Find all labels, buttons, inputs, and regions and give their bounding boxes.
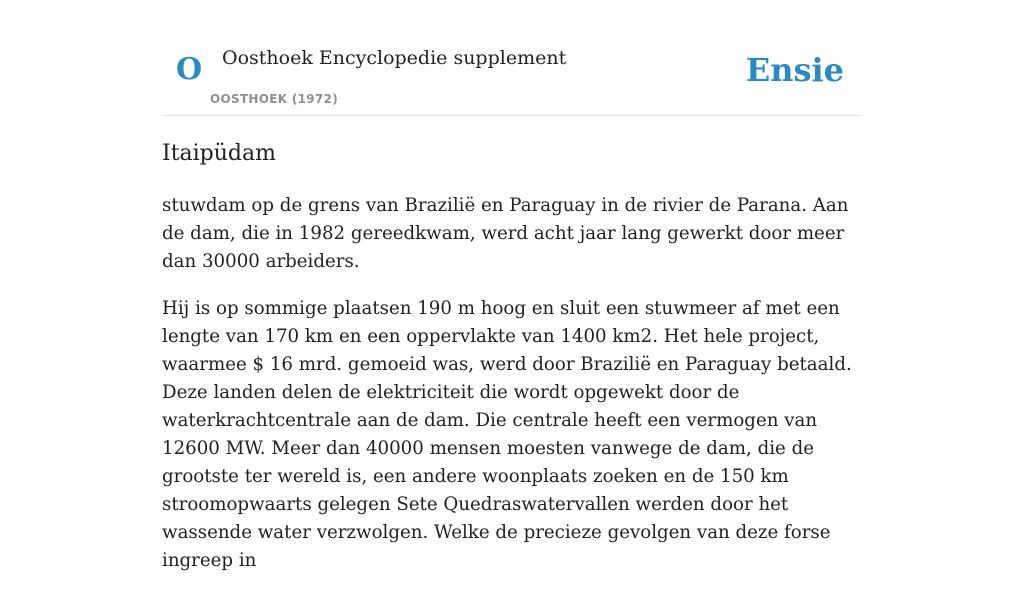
source-publisher: OOSTHOEK (1972) — [210, 92, 339, 106]
header — [162, 30, 862, 116]
brand-logo[interactable]: Ensie — [745, 51, 844, 89]
source-logo-letter[interactable]: O — [176, 52, 203, 87]
source-title[interactable]: Oosthoek Encyclopedie supplement — [222, 47, 567, 69]
article-body — [162, 192, 862, 594]
article-title: Itaipüdam — [162, 141, 276, 166]
article-paragraph: stuwdam op de grens van Brazilië en Paraguay in de rivier de Parana. Aan de dam, die in 1982 gereedkwam, werd acht jaar lang gewerkt door meer dan 30000 arbeiders. — [162, 195, 849, 272]
article-paragraph: Hij is op sommige plaatsen 190 m hoog en sluit een stuwmeer af met een lengte van 170 km en een oppervlakte van 1400 km2. Het hele project, waarmee $ 16 mrd. gemoeid was, werd door Brazilië en Paraguay betaald. Deze landen delen de elektriciteit die wordt opgewekt door de waterkrachtcentrale aan de dam. Die centrale heeft een vermogen van 12600 MW. Meer dan 40000 mensen moesten vanwege de dam, die de grootste ter wereld is, een andere woonplaats zoeken en de 150 km stroomopwaarts gelegen Sete Quedraswatervallen werden door het wassende water verzwolgen. Welke de precieze gevolgen van deze forse ingreep in — [162, 298, 852, 571]
